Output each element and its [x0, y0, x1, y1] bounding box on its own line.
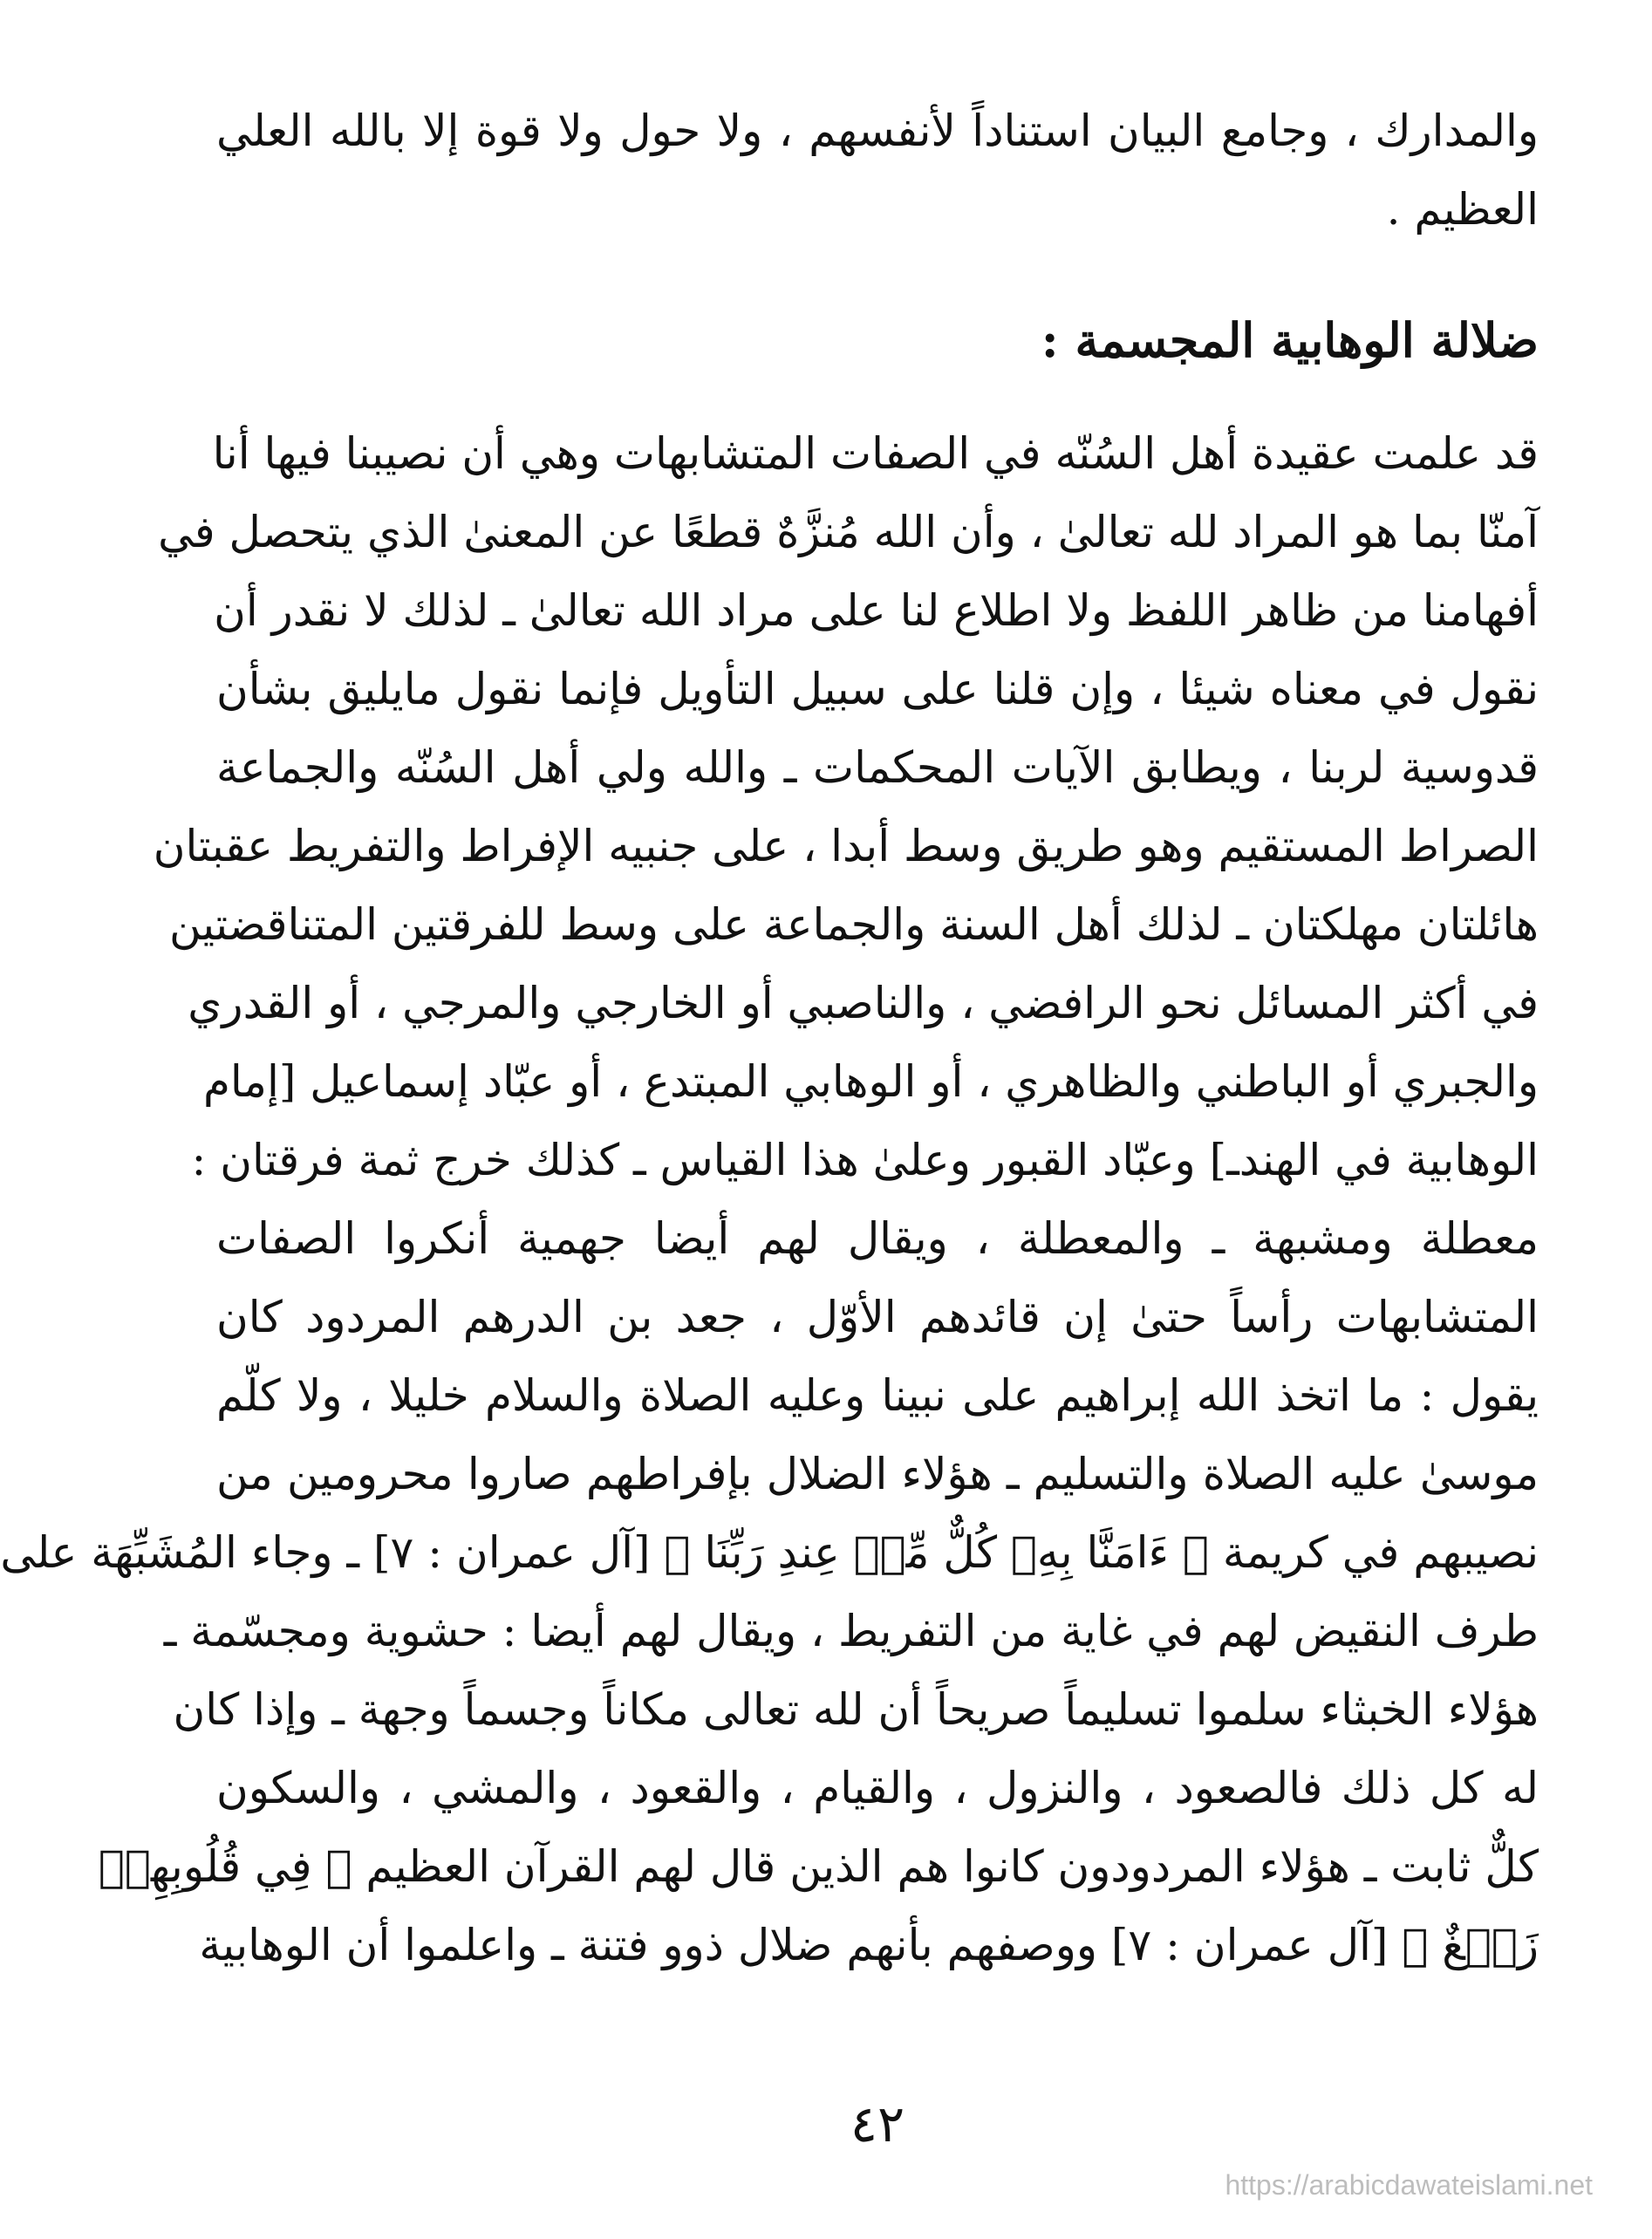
paragraph-line: في أكثر المسائل نحو الرافضي ، والناصبي أو الخارجي والمرجي ، أو القدري: [188, 978, 1539, 1028]
paragraph-line: له كل ذلك فالصعود ، والنزول ، والقيام ، والقعود ، والمشي ، والسكون: [216, 1763, 1539, 1813]
paragraph-line: والجبري أو الباطني والظاهري ، أو الوهابي المبتدع ، أو عبّاد إسماعيل [إمام: [202, 1056, 1539, 1107]
paragraph-line: نصيبهم في كريمة ﴿ ءَامَنَّا بِهِۦ كُلٌّ مِّنۡ عِندِ رَبِّنَا ﴾ [آل عمران : ٧] ـ وجاء المُشَبِّهَة على: [0, 1527, 1539, 1578]
paragraph-line: والمدارك ، وجامع البيان استناداً لأنفسهم ، ولا حول ولا قوة إلا بالله العلي: [216, 106, 1539, 156]
paragraph-line: كلٌّ ثابت ـ هؤلاء المردودون كانوا هم الذين قال لهم القرآن العظيم ﴿ فِي قُلُوبِهِمۡ: [98, 1841, 1539, 1892]
paragraph-line: يقول : ما اتخذ الله إبراهيم على نبينا وعليه الصلاة والسلام خليلا ، ولا كلّم: [216, 1370, 1539, 1421]
paragraph-line: طرف النقيض لهم في غاية من التفريط ، ويقال لهم أيضا : حشوية ومجسّمة ـ: [163, 1606, 1539, 1656]
paragraph-line: العظيم .: [1386, 184, 1539, 235]
paragraph-line: آمنّا بما هو المراد لله تعالىٰ ، وأن الله مُنزَّهٌ قطعًا عن المعنىٰ الذي يتحصل في: [158, 507, 1539, 557]
page-number: ٤٢: [850, 2094, 905, 2154]
paragraph-line: قدوسية لربنا ، ويطابق الآيات المحكمات ـ والله ولي أهل السُنّه والجماعة: [216, 742, 1539, 793]
paragraph-line: الصراط المستقيم وهو طريق وسط أبدا ، على جنبيه الإفراط والتفريط عقبتان: [153, 821, 1539, 871]
watermark-url: https://arabicdawateislami.net: [1225, 2169, 1593, 2201]
paragraph-line: الوهابية في الهندـ] وعبّاد القبور وعلىٰ هذا القياس ـ كذلك خرج ثمة فرقتان :: [191, 1135, 1539, 1185]
paragraph-line: زَيۡغٌ ﴾ [آل عمران : ٧] ووصفهم بأنهم ضلال ذوو فتنة ـ واعلموا أن الوهابية: [199, 1920, 1539, 1970]
paragraph-line: أفهامنا من ظاهر اللفظ ولا اطلاع لنا على مراد الله تعالىٰ ـ لذلك لا نقدر أن: [214, 585, 1539, 636]
paragraph-line: موسىٰ عليه الصلاة والتسليم ـ هؤلاء الضلال بإفراطهم صاروا محرومين من: [216, 1449, 1539, 1499]
paragraph-line: المتشابهات رأساً حتىٰ إن قائدهم الأوّل ، جعد بن الدرهم المردود كان: [216, 1292, 1539, 1342]
paragraph-line: هؤلاء الخبثاء سلموا تسليماً صريحاً أن لله تعالى مكاناً وجسماً وجهة ـ وإذا كان: [173, 1684, 1539, 1735]
paragraph-line: معطلة ومشبهة ـ والمعطلة ، ويقال لهم أيضا جهمية أنكروا الصفات: [216, 1213, 1539, 1264]
paragraph-line: قد علمت عقيدة أهل السُنّه في الصفات المتشابهات وهي أن نصيبنا فيها أنا: [212, 428, 1539, 479]
section-heading: ضلالة الوهابية المجسمة :: [1041, 312, 1539, 368]
paragraph-line: نقول في معناه شيئا ، وإن قلنا على سبيل التأويل فإنما نقول مايليق بشأن: [216, 664, 1539, 714]
paragraph-line: هائلتان مهلكتان ـ لذلك أهل السنة والجماعة على وسط للفرقتين المتناقضتين: [169, 899, 1539, 950]
